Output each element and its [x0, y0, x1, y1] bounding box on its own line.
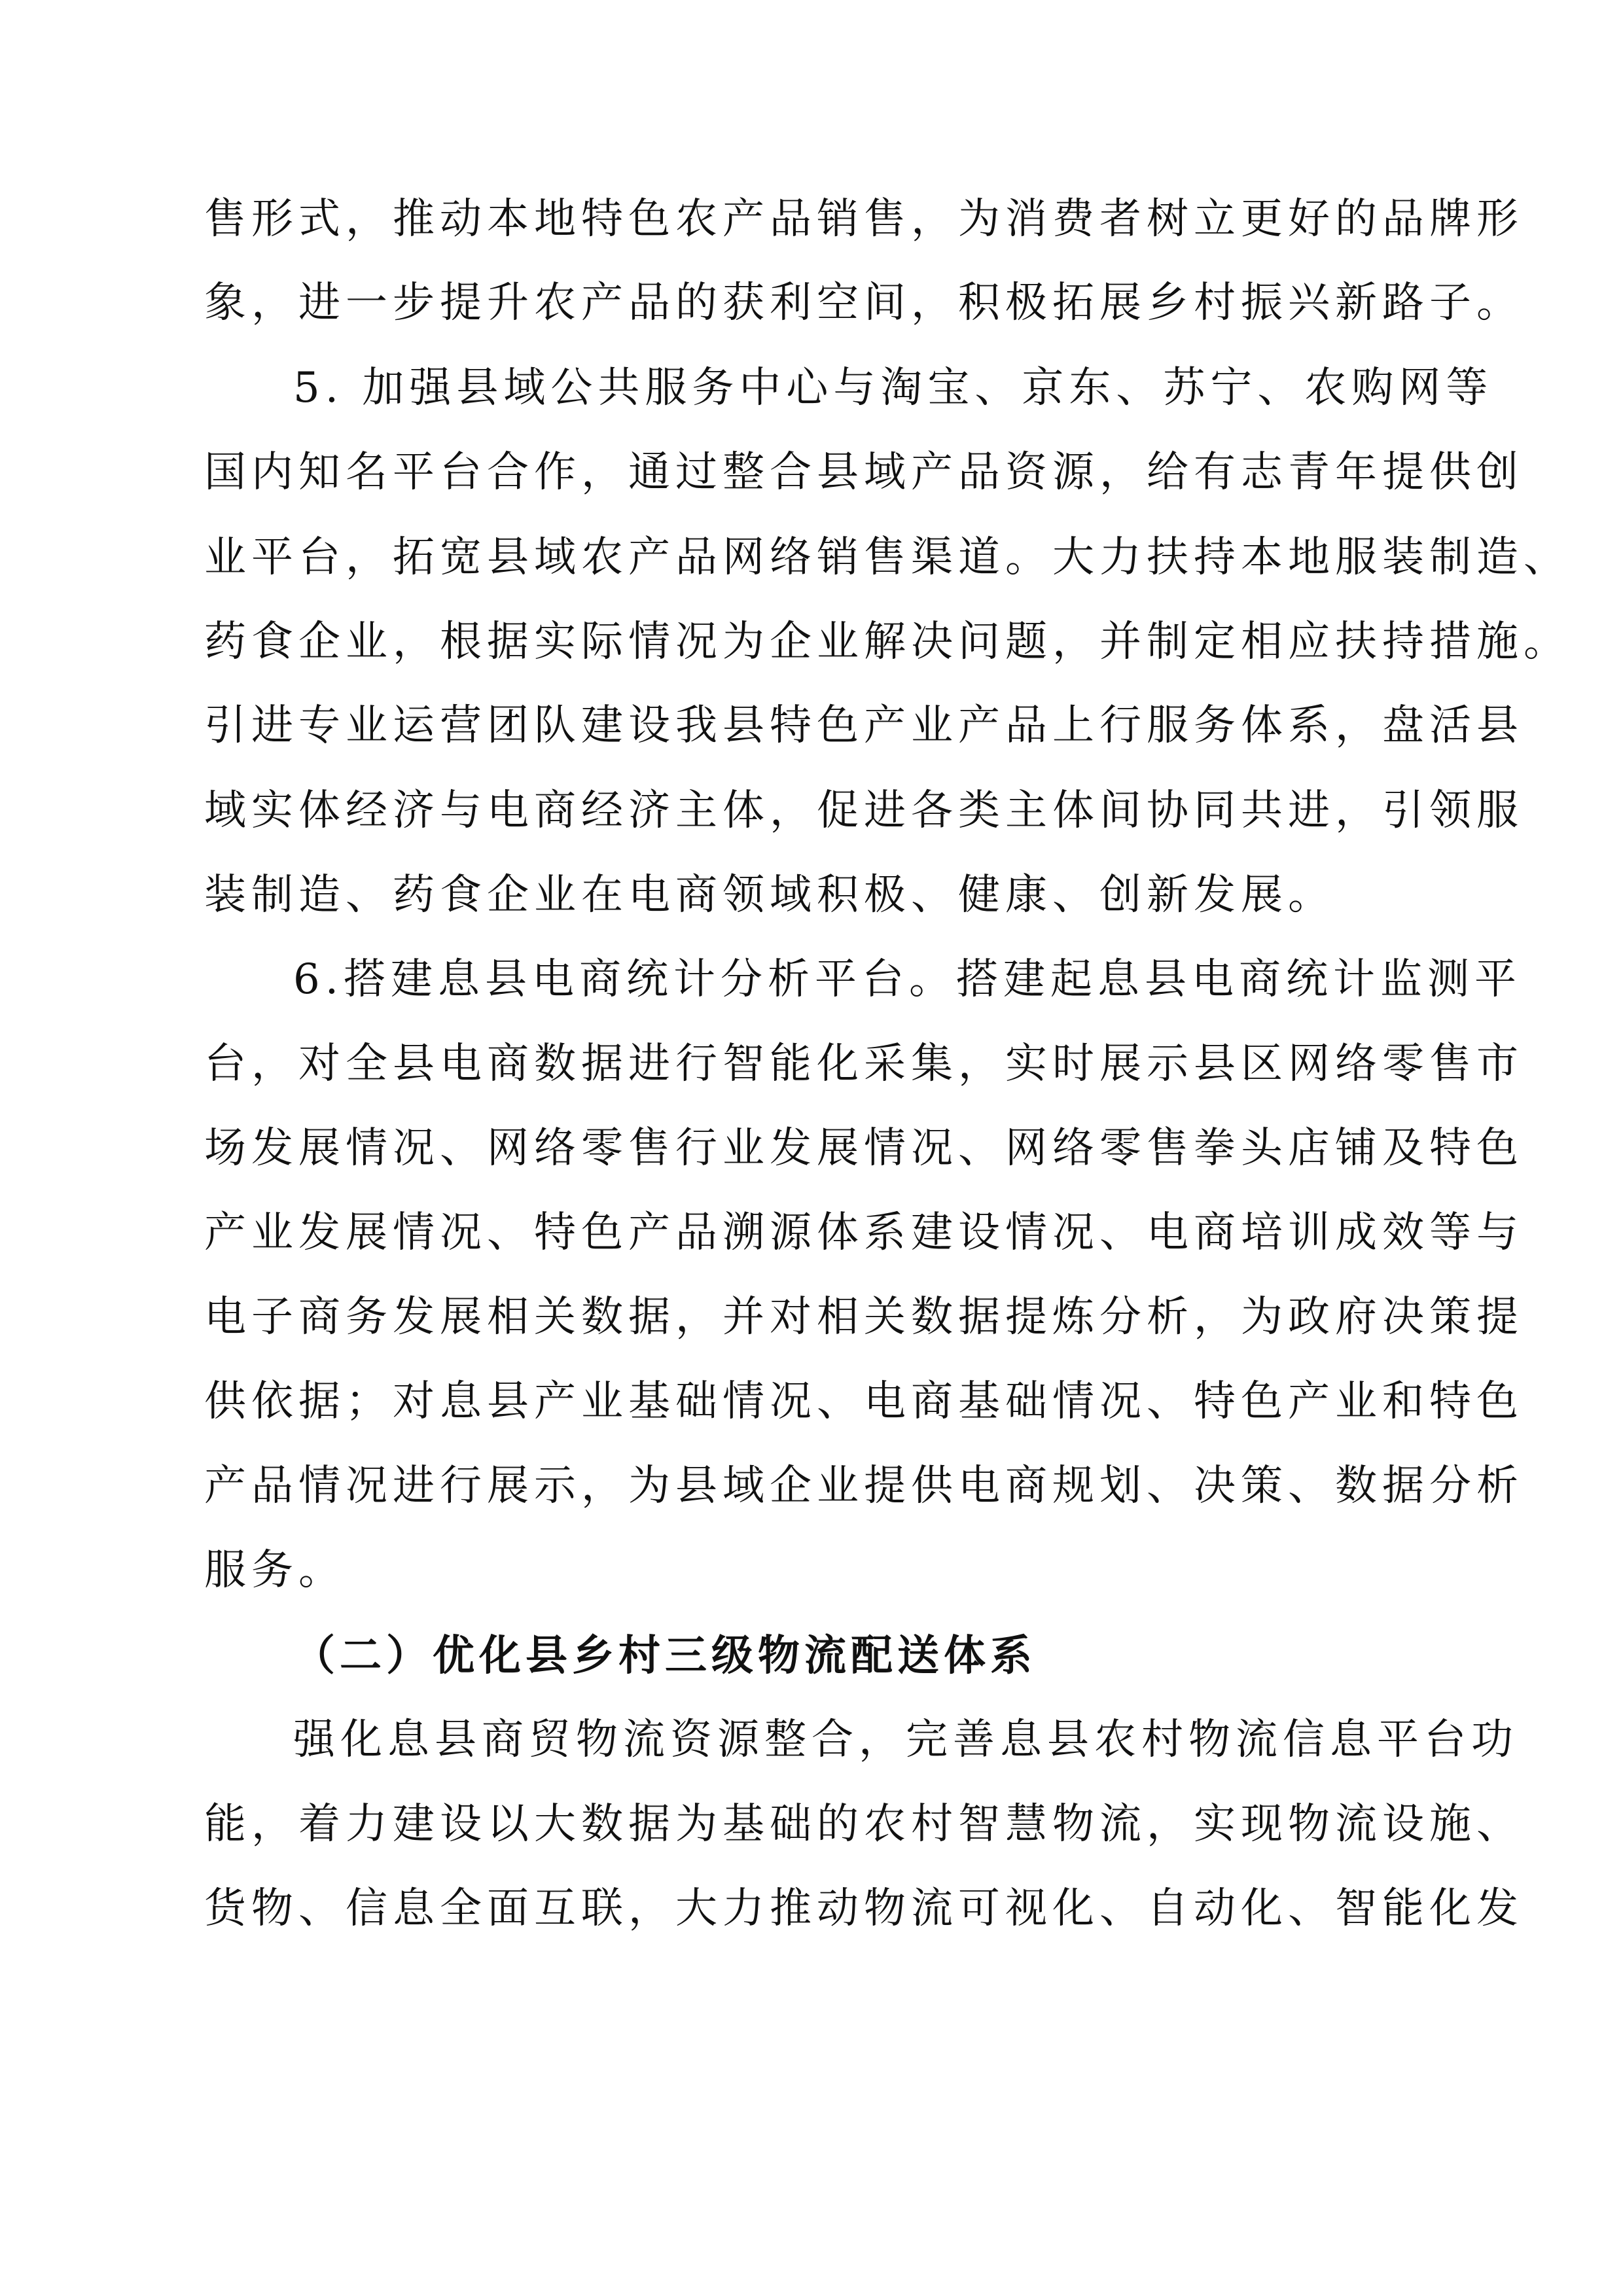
- section-heading: （二）优化县乡村三级物流配送体系: [293, 1631, 1037, 1680]
- body-text-line: 域实体经济与电商经济主体，促进各类主体间协同共进，引领服: [204, 786, 1524, 835]
- body-text-line: 场发展情况、网络零售行业发展情况、网络零售拳头店铺及特色: [204, 1124, 1524, 1173]
- body-text-line: 引进专业运营团队建设我县特色产业产品上行服务体系，盘活县: [204, 701, 1524, 750]
- body-text-line: 药食企业，根据实际情况为企业解决问题，并制定相应扶持措施。: [204, 618, 1571, 666]
- body-text-line: 业平台，拓宽县域农产品网络销售渠道。大力扶持本地服装制造、: [204, 533, 1571, 582]
- body-text-line: 售形式，推动本地特色农产品销售，为消费者树立更好的品牌形: [204, 195, 1524, 243]
- body-text-line: 服务。: [204, 1546, 346, 1595]
- list-item-6-start: 6.搭建息县电商统计分析平台。搭建起息县电商统计监测平: [293, 955, 1522, 1004]
- paragraph-start: 强化息县商贸物流资源整合，完善息县农村物流信息平台功: [293, 1716, 1518, 1764]
- body-text-line: 电子商务发展相关数据，并对相关数据提炼分析，为政府决策提: [204, 1293, 1524, 1341]
- body-text-line: 能，着力建设以大数据为基础的农村智慧物流，实现物流设施、: [204, 1800, 1524, 1848]
- body-text-line: 供依据；对息县产业基础情况、电商基础情况、特色产业和特色: [204, 1377, 1524, 1426]
- body-text-line: 装制造、药食企业在电商领域积极、健康、创新发展。: [204, 871, 1335, 919]
- list-item-5-start: 5. 加强县域公共服务中心与淘宝、京东、苏宁、农购网等: [293, 364, 1493, 412]
- body-text-line: 台，对全县电商数据进行智能化采集，实时展示县区网络零售市: [204, 1040, 1524, 1088]
- body-text-line: 产品情况进行展示，为县域企业提供电商规划、决策、数据分析: [204, 1462, 1524, 1510]
- body-text-line: 货物、信息全面互联，大力推动物流可视化、自动化、智能化发: [204, 1884, 1524, 1933]
- body-text-line: 象，进一步提升农产品的获利空间，积极拓展乡村振兴新路子。: [204, 279, 1524, 327]
- body-text-line: 国内知名平台合作，通过整合县域产品资源，给有志青年提供创: [204, 448, 1524, 497]
- body-text-line: 产业发展情况、特色产品溯源体系建设情况、电商培训成效等与: [204, 1209, 1524, 1257]
